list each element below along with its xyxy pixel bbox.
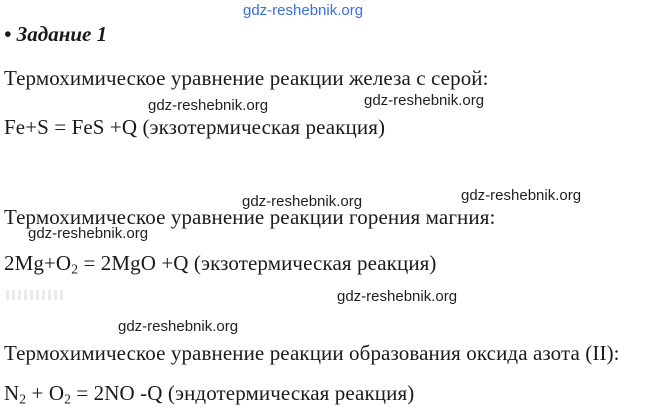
watermark: gdz-reshebnik.org	[28, 225, 149, 242]
scan-smudge	[6, 290, 66, 300]
section2-equation	[4, 251, 437, 277]
watermark: gdz-reshebnik.org	[242, 193, 363, 210]
task-title: • Задание 1	[4, 22, 108, 46]
watermark-top[interactable]: gdz-reshebnik.org	[243, 2, 364, 19]
watermark: gdz-reshebnik.org	[118, 318, 239, 335]
watermark: gdz-reshebnik.org	[461, 187, 582, 204]
eq-subscript: 2	[64, 391, 72, 407]
eq-text: + O	[26, 381, 65, 405]
watermark: gdz-reshebnik.org	[337, 288, 458, 305]
section1-heading: Термохимическое уравнение реакции железа с серой:	[4, 66, 489, 90]
eq-subscript: 2	[19, 391, 27, 407]
eq-text: = 2MgO +Q (экзотермическая реакция)	[78, 251, 437, 275]
section2-heading: Термохимическое уравнение реакции горения магния:	[4, 205, 496, 229]
watermark: gdz-reshebnik.org	[148, 97, 269, 114]
eq-text: = 2NO -Q (эндотермическая реакция)	[71, 381, 415, 405]
eq-text: 2Mg+O	[4, 251, 72, 275]
eq-text: N	[4, 381, 20, 405]
section3-equation	[4, 381, 414, 407]
section3-heading: Термохимическое уравнение реакции образования оксида азота (II):	[4, 341, 620, 365]
eq-subscript: 2	[71, 261, 79, 277]
section1-equation: Fe+S = FeS +Q (экзотермическая реакция)	[4, 115, 386, 139]
watermark: gdz-reshebnik.org	[364, 92, 485, 109]
